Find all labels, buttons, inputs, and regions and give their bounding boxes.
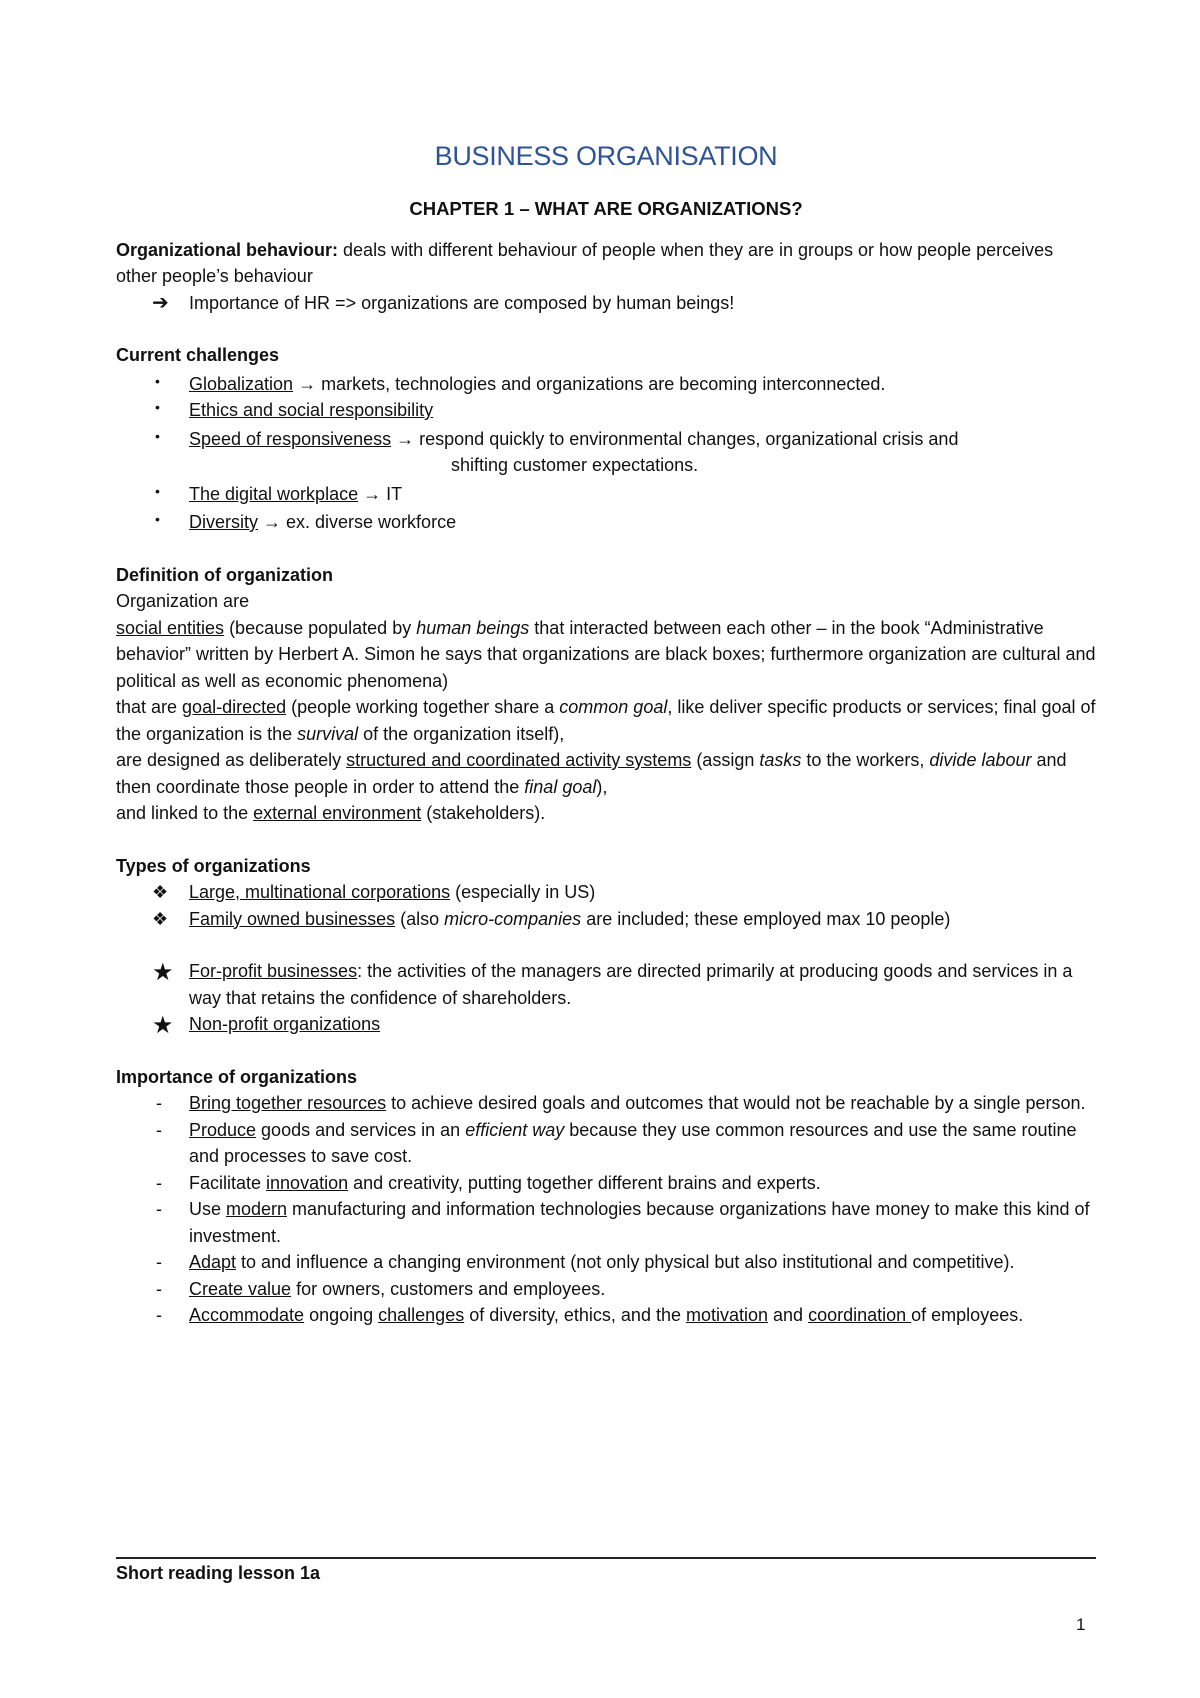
star-bullet-icon: ★ <box>152 959 174 986</box>
list-item: • Speed of responsiveness → respond quickly to environmental changes, organizational crisis and <box>116 426 1096 453</box>
importance-section <box>116 1064 1096 1329</box>
bullet-icon: • <box>155 399 160 415</box>
bullet-icon: • <box>155 427 160 444</box>
definition-paragraph: social entities (because populated by human beings that interacted between each other – in the book “Administrative behavior” written by Herbert A. Simon he says that organizations are black boxes; furthermore organization are cultural and political as well as economic phenomena) <box>116 617 1096 691</box>
dash-bullet-icon: - <box>156 1093 162 1113</box>
definition-heading: Definition of organization <box>116 564 333 585</box>
diamond-bullet-icon: ❖ <box>152 908 169 929</box>
definition-paragraph: are designed as deliberately structured and coordinated activity systems (assign tasks to the workers, divide labour and then coordinate those people in order to attend the final goal), <box>116 750 1067 797</box>
current-challenges-section <box>116 342 1096 536</box>
definition-paragraph: that are goal-directed (people working together share a common goal, like deliver specific products or services; final goal of the organization is the survival of the organization itself), <box>116 697 1096 744</box>
bullet-icon: • <box>155 511 160 527</box>
footer-text: Short reading lesson 1a <box>116 1563 321 1583</box>
star-bullet-icon: ★ <box>152 1012 174 1039</box>
list-item: - Adapt to and influence a changing environment (not only physical but also institutional and competitive). <box>116 1249 1096 1276</box>
list-item: - Use modern manufacturing and information technologies because organizations have money to make this kind of investment. <box>116 1196 1096 1249</box>
spacer <box>116 932 1096 958</box>
org-behaviour-section <box>116 237 1096 317</box>
document-body <box>116 130 1096 1329</box>
dash-bullet-icon: - <box>156 1278 162 1299</box>
arrow-right-icon: ➔ <box>152 291 169 314</box>
list-item: - Produce goods and services in an efficient way because they use common resources and use the same routine and processes to save cost. <box>116 1117 1096 1170</box>
definition-intro: Organization are <box>116 591 250 611</box>
list-item: ★ Non-profit organizations <box>152 1012 381 1039</box>
org-behaviour-label: Organizational behaviour: <box>116 239 339 260</box>
dash-bullet-icon: - <box>156 1172 162 1193</box>
page-number: 1 <box>1076 1615 1086 1634</box>
hr-importance-item: ➔ Importance of HR => organizations are composed by human beings! <box>116 290 1096 317</box>
list-item-continuation: shifting customer expectations. <box>451 455 699 475</box>
list-item: ★ For-profit businesses: the activities of the managers are directed primarily at producing goods and services in a way that retains the confidence of shareholders. <box>152 959 1073 1008</box>
definition-paragraph: and linked to the external environment (stakeholders). <box>116 803 546 823</box>
dash-bullet-icon: - <box>156 1305 162 1325</box>
document-title: BUSINESS ORGANISATION <box>434 141 778 171</box>
list-item: • The digital workplace → IT <box>116 481 1096 508</box>
list-item: - Create value for owners, customers and employees. <box>116 1276 1096 1303</box>
list-item: ❖ Family owned businesses (also micro-companies are included; these employed max 10 people) <box>116 906 1096 933</box>
footer-divider <box>116 1557 1096 1559</box>
current-challenges-heading: Current challenges <box>116 345 280 365</box>
org-behaviour-paragraph: Organizational behaviour: deals with different behaviour of people when they are in groups or how people perceives other people’s behaviour <box>116 239 1054 286</box>
chapter-heading: CHAPTER 1 – WHAT ARE ORGANIZATIONS? <box>409 198 803 219</box>
list-item: - Accommodate ongoing challenges of diversity, ethics, and the motivation and coordination of employees. <box>116 1302 1096 1329</box>
list-item: • Ethics and social responsibility <box>116 397 1096 424</box>
definition-section <box>116 562 1096 827</box>
types-section <box>116 853 1096 1038</box>
types-heading: Types of organizations <box>116 855 311 876</box>
diamond-bullet-icon: ❖ <box>152 882 169 902</box>
importance-heading: Importance of organizations <box>116 1066 358 1087</box>
list-item: • Globalization → markets, technologies and organizations are becoming interconnected. <box>116 371 1096 398</box>
dash-bullet-icon: - <box>156 1199 162 1219</box>
bullet-icon: • <box>155 482 160 499</box>
list-item: • Diversity → ex. diverse workforce <box>116 509 1096 536</box>
dash-bullet-icon: - <box>156 1119 162 1140</box>
list-item: - Bring together resources to achieve desired goals and outcomes that would not be reachable by a single person. <box>116 1090 1096 1117</box>
list-item: - Facilitate innovation and creativity, putting together different brains and experts. <box>116 1170 1096 1197</box>
bullet-icon: • <box>155 372 160 389</box>
dash-bullet-icon: - <box>156 1252 162 1272</box>
list-item: ❖ Large, multinational corporations (especially in US) <box>116 879 1096 906</box>
